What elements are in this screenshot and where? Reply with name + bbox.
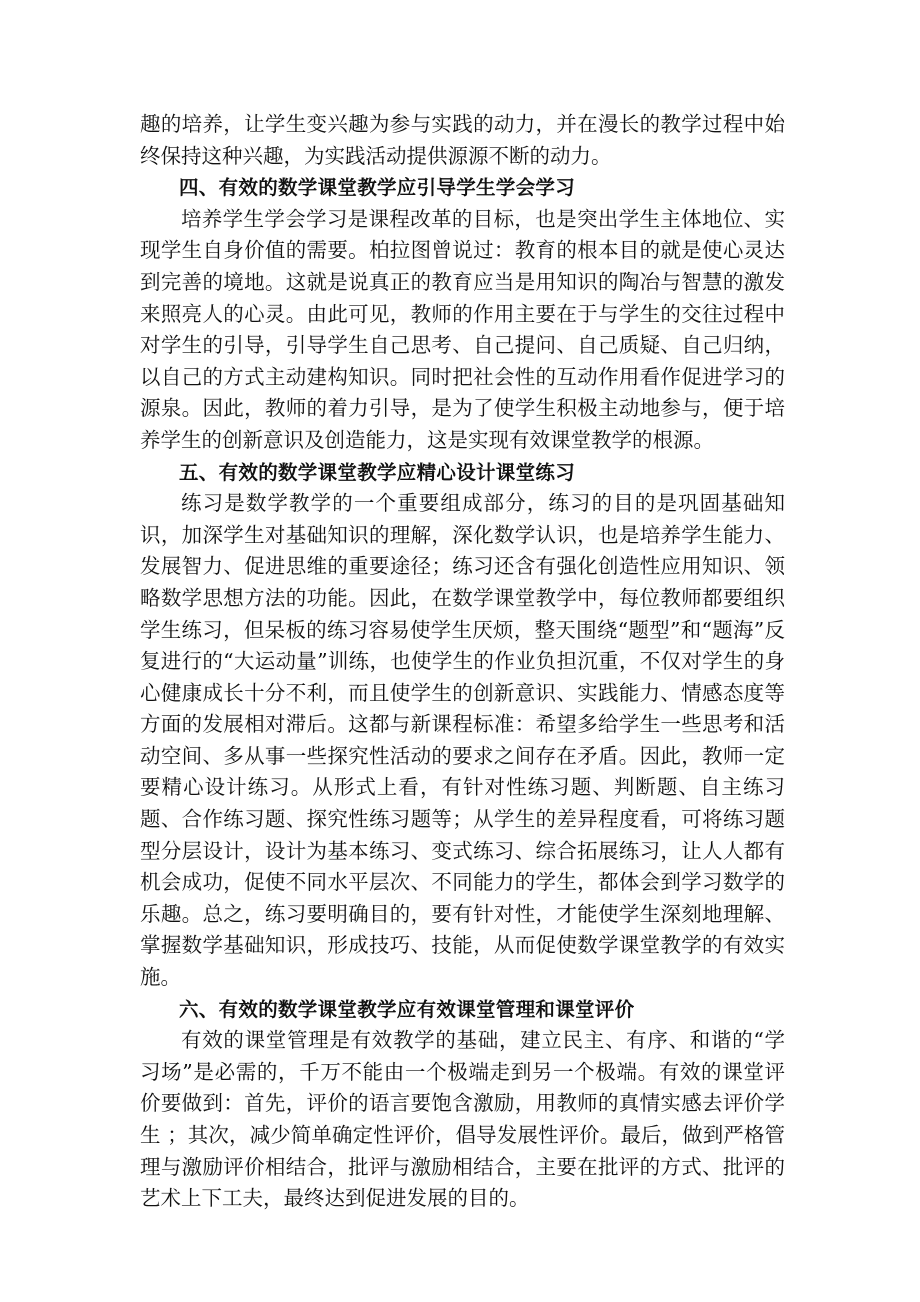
- section-body-6: 有效的课堂管理是有效教学的基础，建立民主、有序、和谐的“学习场”是必需的，千万不能由一个极端走到另一个极端。有效的课堂评价要做到：首先，评价的语言要饱含激励，用教师的真情实感去评价学生 ；其次，减少简单确定性评价，倡导发展性评价。最后，做到严格管理与激励评价相结合，批评与激励相结合，主要在批评的方式、批评的艺术上下工夫，最终达到促进发展的目的。: [140, 1028, 785, 1211]
- section-heading-5: 五、有效的数学课堂教学应精心设计课堂练习: [179, 460, 576, 484]
- section-heading-6: 六、有效的数学课堂教学应有效课堂管理和课堂评价: [179, 997, 635, 1021]
- intro-paragraph: 趣的培养，让学生变兴趣为参与实践的动力，并在漫长的教学过程中始终保持这种兴趣，为实践活动提供源源不断的动力。: [140, 112, 785, 168]
- section-heading-4: 四、有效的数学课堂教学应引导学生学会学习: [179, 176, 576, 200]
- document-page: [140, 109, 785, 1215]
- section-body-5: 练习是数学教学的一个重要组成部分，练习的目的是巩固基础知识，加深学生对基础知识的理解，深化数学认识，也是培养学生能力、发展智力、促进思维的重要途径；练习还含有强化创造性应用知识、领略数学思想方法的功能。因此，在数学课堂教学中，每位教师都要组织学生练习，但呆板的练习容易使学生厌烦，整天围绕“题型”和“题海”反复进行的“大运动量”训练，也使学生的作业负担沉重，不仅对学生的身心健康成长十分不利，而且使学生的创新意识、实践能力、情感态度等方面的发展相对滞后。这都与新课程标准：希望多给学生一些思考和活动空间、多从事一些探究性活动的要求之间存在矛盾。因此，教师一定要精心设计练习。从形式上看，有针对性练习题、判断题、自主练习题、合作练习题、探究性练习题等；从学生的差异程度看，可将练习题型分层设计，设计为基本练习、变式练习、综合拓展练习，让人人都有机会成功，促使不同水平层次、不同能力的学生，都体会到学习数学的乐趣。总之，练习要明确目的，要有针对性，才能使学生深刻地理解、掌握数学基础知识，形成技巧、技能，从而促使数学课堂教学的有效实施。: [140, 491, 785, 990]
- section-body-4: 培养学生学会学习是课程改革的目标，也是突出学生主体地位、实现学生自身价值的需要。柏拉图曾说过：教育的根本目的就是使心灵达到完善的境地。这就是说真正的教育应当是用知识的陶冶与智慧的激发来照亮人的心灵。由此可见，教师的作用主要在于与学生的交往过程中对学生的引导，引导学生自己思考、自己提问、自己质疑、自己归纳，以自己的方式主动建构知识。同时把社会性的互动作用看作促进学习的源泉。因此，教师的着力引导，是为了使学生积极主动地参与，便于培养学生的创新意识及创造能力，这是实现有效课堂教学的根源。: [140, 206, 785, 452]
